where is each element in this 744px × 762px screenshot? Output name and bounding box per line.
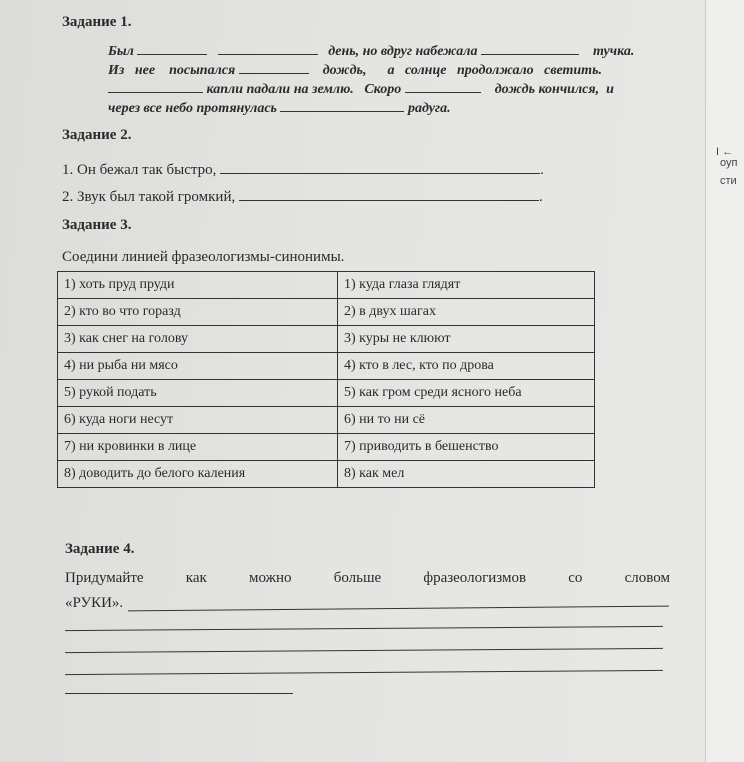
task1-word: светить.	[544, 63, 602, 78]
answer-blank[interactable]	[239, 61, 309, 74]
task2-heading: Задание 2.	[62, 127, 132, 143]
task1-word: нее	[134, 63, 156, 78]
task4-word-ruki: «РУКИ».	[65, 595, 124, 611]
task1-word: через все небо протянулась	[108, 101, 277, 116]
phrase-right-cell[interactable]: 7) приводить в бешенство	[338, 434, 595, 461]
table-row	[58, 272, 595, 299]
task1-heading: Задание 1.	[62, 14, 132, 30]
phraseology-table	[57, 271, 595, 488]
phrase-left-cell[interactable]: 7) ни кровинки в лице	[58, 434, 338, 461]
phrase-right-cell[interactable]: 2) в двух шагах	[338, 299, 595, 326]
task1-word: продолжало	[456, 63, 534, 78]
task1-word: и	[606, 82, 614, 97]
phrase-left-cell[interactable]: 3) как снег на голову	[58, 326, 338, 353]
task1-word: а	[387, 63, 395, 78]
underpage-text: I ←	[716, 146, 734, 158]
table-row	[58, 326, 595, 353]
task4-word: со	[568, 570, 583, 586]
phrase-right-cell[interactable]: 6) ни то ни сё	[338, 407, 595, 434]
phrase-left-cell[interactable]: 6) куда ноги несут	[58, 407, 338, 434]
task1-line2	[108, 61, 602, 79]
phrase-right-cell[interactable]: 5) как гром среди ясного неба	[338, 380, 595, 407]
underpage-text: оуп	[720, 157, 738, 169]
task1-line4	[108, 99, 451, 117]
task1-word: солнце	[404, 63, 447, 78]
task1-word: день, но вдруг набежала	[328, 44, 478, 59]
phrase-right-cell[interactable]: 4) кто в лес, кто по дрова	[338, 353, 595, 380]
underpage-text: сти	[720, 175, 737, 187]
answer-blank[interactable]	[280, 99, 404, 112]
table-row	[58, 299, 595, 326]
table-row	[58, 353, 595, 380]
table-row	[58, 434, 595, 461]
answer-blank[interactable]	[239, 188, 539, 201]
task1-word: посыпался	[169, 63, 236, 78]
task4-word: фразеологизмов	[423, 570, 527, 586]
answer-blank[interactable]	[481, 42, 579, 55]
task3-heading: Задание 3.	[62, 217, 132, 233]
phrase-left-cell[interactable]: 4) ни рыба ни мясо	[58, 353, 338, 380]
period: .	[538, 189, 543, 205]
task3-instruction: Соедини линией фразеологизмы-синонимы.	[62, 249, 345, 265]
task4-line2	[65, 595, 123, 612]
task1-word: дождь,	[322, 63, 367, 78]
task4-instruction	[65, 570, 670, 587]
task1-word: Из	[108, 63, 125, 78]
period: .	[540, 162, 544, 178]
task1-word: радуга.	[407, 101, 451, 116]
answer-line[interactable]	[65, 626, 663, 631]
task4-word: словом	[624, 570, 670, 586]
task1-line3	[108, 80, 614, 98]
task4-word: больше	[333, 570, 382, 586]
phrase-left-cell[interactable]: 8) доводить до белого каления	[58, 461, 338, 488]
table-row	[58, 380, 595, 407]
task2-item-text: 2. Звук был такой громкий,	[62, 189, 236, 205]
task1-word: дождь кончился,	[494, 82, 600, 97]
task4-word: как	[185, 570, 207, 586]
task4-word: можно	[248, 570, 292, 586]
answer-blank[interactable]	[405, 80, 481, 93]
phrase-right-cell[interactable]: 8) как мел	[338, 461, 595, 488]
answer-line[interactable]	[65, 693, 293, 694]
answer-blank[interactable]	[108, 80, 203, 93]
task2-item-text: 1. Он бежал так быстро,	[62, 162, 217, 178]
answer-blank[interactable]	[220, 161, 540, 174]
phrase-right-cell[interactable]: 1) куда глаза глядят	[338, 272, 595, 299]
phrase-right-cell[interactable]: 3) куры не клюют	[338, 326, 595, 353]
phrase-left-cell[interactable]: 1) хоть пруд пруди	[58, 272, 338, 299]
table-row	[58, 461, 595, 488]
answer-blank[interactable]	[218, 42, 318, 55]
task1-line1	[108, 42, 634, 60]
task1-word: Был	[108, 44, 134, 59]
phrase-left-cell[interactable]: 2) кто во что горазд	[58, 299, 338, 326]
answer-line[interactable]	[128, 606, 669, 612]
task4-word: Придумайте	[65, 570, 144, 586]
task1-word: капли падали на землю.	[206, 82, 354, 97]
task1-word: тучка.	[592, 44, 635, 59]
task4-heading: Задание 4.	[65, 541, 135, 557]
underlying-page	[705, 0, 744, 762]
task2-item-1	[62, 161, 544, 179]
task1-word: Скоро	[364, 82, 402, 97]
answer-line[interactable]	[65, 648, 663, 653]
task2-item-2	[62, 188, 543, 206]
answer-blank[interactable]	[137, 42, 207, 55]
answer-line[interactable]	[65, 670, 663, 675]
table-row	[58, 407, 595, 434]
phrase-left-cell[interactable]: 5) рукой подать	[58, 380, 338, 407]
